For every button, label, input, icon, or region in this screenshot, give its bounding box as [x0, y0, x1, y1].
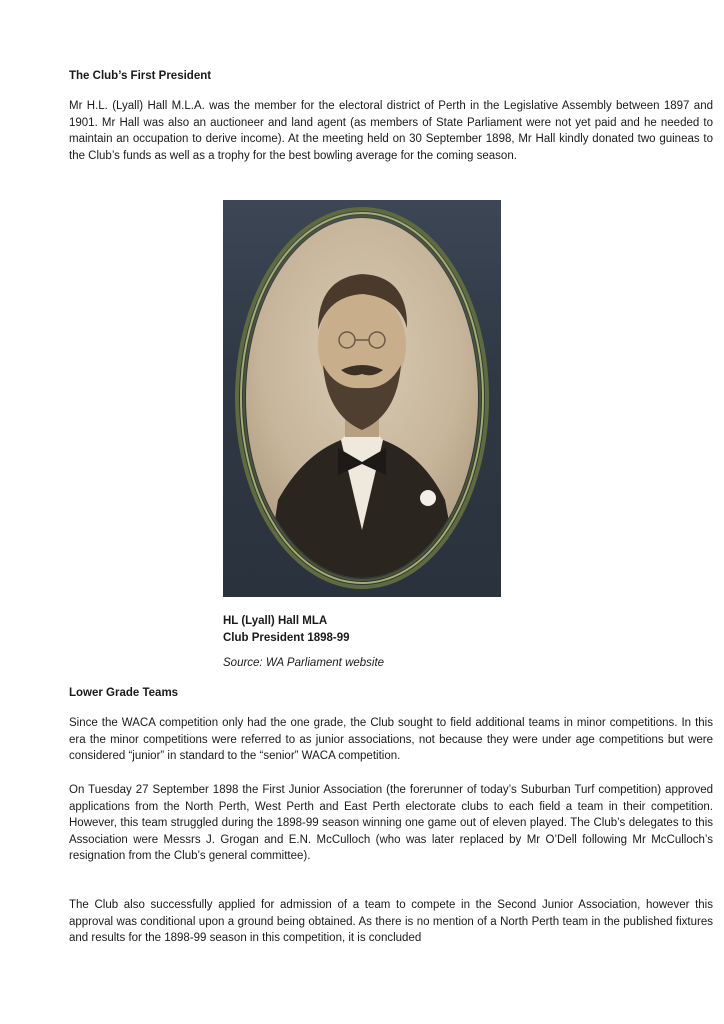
photo-caption-name: HL (Lyall) Hall MLA	[223, 615, 328, 627]
section-heading-first-president: The Club’s First President	[69, 70, 212, 82]
photo-caption-role: Club President 1898-99	[223, 632, 350, 644]
paragraph-lower-grade-2: On Tuesday 27 September 1898 the First Junior Association (the forerunner of today’s Suburban Turf competition) approved applications from the North Perth, West Perth and East Perth electorate clubs to each field a team in their competition. However, this team struggled during the 1898-99 season winning one game out of eleven played. The Club’s delegates to this Association were Messrs J. Grogan and E.N. McCulloch (who was later replaced by Mr O’Dell following Mr McCulloch’s resignation from the Club’s general committee).	[69, 784, 713, 863]
paragraph-first-president: Mr H.L. (Lyall) Hall M.L.A. was the member for the electoral district of Perth in the Legislative Assembly between 1897 and 1901. Mr Hall was also an auctioneer and land agent (as members of State Parliament were not yet paid and he needed to maintain an occupation to derive income). At the meeting held on 30 September 1898, Mr Hall kindly donated two guineas to the Club’s funds as well as a trophy for the best bowling average for the coming season.	[69, 100, 713, 162]
photo-caption-source: Source: WA Parliament website	[223, 657, 385, 669]
section-heading-lower-grade-teams: Lower Grade Teams	[69, 687, 179, 699]
portrait-image	[223, 200, 501, 597]
portrait-photo	[223, 200, 501, 597]
paragraph-lower-grade-3: The Club also successfully applied for admission of a team to compete in the Second Junior Association, however this approval was conditional upon a ground being obtained. As there is no mention of a North Perth team in the published fixtures and results for the 1898-99 season in this competition, it is concluded	[69, 899, 713, 945]
paragraph-lower-grade-1: Since the WACA competition only had the one grade, the Club sought to field additional teams in minor competitions. In this era the minor competitions were referred to as junior associations, not because they were under age competitions but were considered “junior” in standard to the “senior” WACA competition.	[69, 717, 713, 763]
